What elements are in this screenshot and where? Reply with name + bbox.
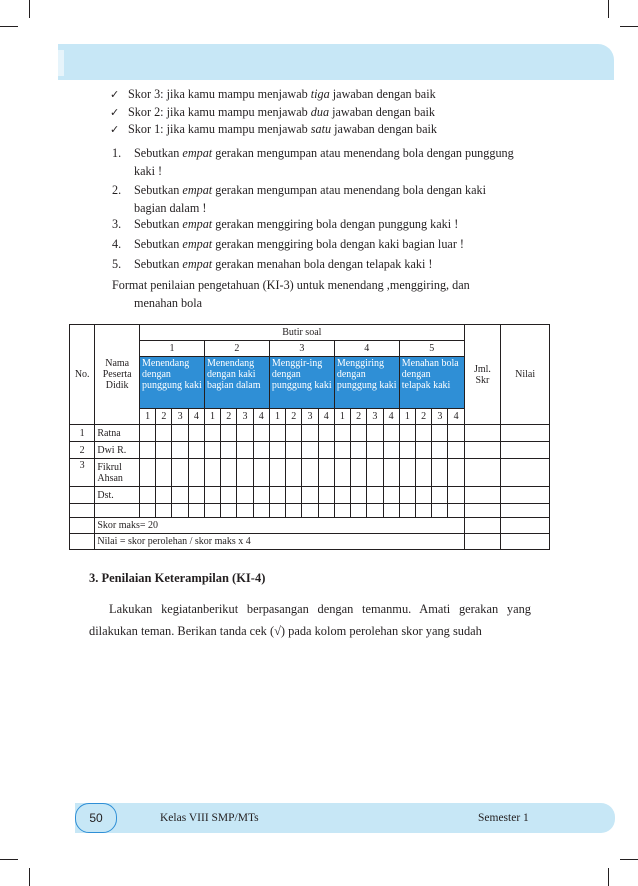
crop-mark — [0, 26, 18, 27]
group-number: 5 — [399, 341, 464, 357]
sub-col: 1 — [334, 409, 350, 425]
sub-col: 4 — [318, 409, 334, 425]
scoring-criteria — [110, 86, 437, 139]
sub-col: 2 — [156, 409, 172, 425]
sub-col: 4 — [448, 409, 464, 425]
no-header: No. — [70, 325, 95, 425]
sub-col: 4 — [383, 409, 399, 425]
table-row — [70, 504, 550, 518]
footer-band — [75, 803, 615, 833]
group-number: 1 — [140, 341, 205, 357]
question-item: 1. Sebutkan empat gerakan mengumpan atau menendang bola dengan punggung kaki ! — [112, 146, 514, 178]
group-description: Menendang dengan punggung kaki — [140, 357, 205, 409]
crop-mark — [608, 868, 609, 886]
question-item: 5. Sebutkan empat gerakan menahan bola dengan telapak kaki ! — [112, 257, 433, 271]
table-row: 1 Ratna — [70, 425, 550, 442]
semester-label: Semester 1 — [478, 812, 529, 824]
sub-col: 1 — [140, 409, 156, 425]
crop-mark — [29, 0, 30, 18]
table-row: Dst. — [70, 487, 550, 504]
sub-col: 4 — [188, 409, 204, 425]
question-item: 4. Sebutkan empat gerakan menggiring bola dengan kaki bagian luar ! — [112, 237, 464, 251]
skor-maks: Skor maks= 20 — [95, 518, 464, 534]
crop-mark — [29, 868, 30, 886]
scoring-item: ✓ Skor 2: jika kamu mampu menjawab dua jawaban dengan baik — [110, 104, 437, 122]
table-row: 3 Fikrul Ahsan — [70, 459, 550, 487]
sub-col: 2 — [221, 409, 237, 425]
group-description: Menggir-ing dengan punggung kaki — [269, 357, 334, 409]
group-number: 2 — [204, 341, 269, 357]
sub-col: 1 — [399, 409, 415, 425]
group-description: Menendang dengan kaki bagian dalam — [204, 357, 269, 409]
crop-mark — [620, 26, 638, 27]
section-heading: 3. Penilaian Keterampilan (KI-4) — [89, 571, 266, 585]
assessment-table — [69, 324, 550, 550]
page-number: 50 — [75, 803, 117, 833]
crop-mark — [620, 859, 638, 860]
check-icon: ✓ — [110, 123, 120, 136]
instruction-paragraph: Lakukan kegiatanberikut berpasangan dengan temanmu. Amati gerakan yang dilakukan teman. Berikan tanda cek (√) pada kolom perolehan skor yang sudah — [89, 602, 531, 638]
skor-maks-row — [70, 518, 550, 534]
sub-col: 3 — [302, 409, 318, 425]
book-title: Kelas VIII SMP/MTs — [160, 812, 259, 824]
question-item: 3. Sebutkan empat gerakan menggiring bola dengan punggung kaki ! — [112, 217, 459, 231]
crop-mark — [608, 0, 609, 18]
format-line: Format penilaian pengetahuan (KI-3) untuk menendang ,menggiring, dan menahan bola — [112, 278, 470, 310]
sub-col: 4 — [253, 409, 269, 425]
nilai-header: Nilai — [501, 325, 550, 425]
sub-col: 2 — [286, 409, 302, 425]
butir-soal-header: Butir soal — [140, 325, 465, 341]
sub-col: 3 — [237, 409, 253, 425]
jml-skor-header: Jml. Skr — [464, 325, 501, 425]
scoring-item: ✓ Skor 3: jika kamu mampu menjawab tiga jawaban dengan baik — [110, 86, 437, 104]
crop-mark — [0, 859, 18, 860]
sub-col: 3 — [172, 409, 188, 425]
sub-col: 1 — [269, 409, 285, 425]
check-icon: ✓ — [110, 105, 120, 119]
sub-col: 1 — [204, 409, 220, 425]
question-item: 2. Sebutkan empat gerakan mengumpan atau menendang bola dengan kaki bagian dalam ! — [112, 183, 486, 215]
group-number: 4 — [334, 341, 399, 357]
header-band — [58, 44, 614, 80]
scoring-item: ✓ Skor 1: jika kamu mampu menjawab satu jawaban dengan baik — [110, 121, 437, 139]
name-header: Nama Peserta Didik — [95, 325, 140, 425]
sub-col: 3 — [432, 409, 448, 425]
group-number: 3 — [269, 341, 334, 357]
sub-col: 2 — [351, 409, 367, 425]
nilai-formula: Nilai = skor perolehan / skor maks x 4 — [95, 534, 464, 550]
check-icon: ✓ — [110, 88, 120, 101]
group-description: Menggiring dengan punggung kaki — [334, 357, 399, 409]
sub-col: 2 — [415, 409, 431, 425]
group-description: Menahan bola dengan telapak kaki — [399, 357, 464, 409]
nilai-formula-row — [70, 534, 550, 550]
sub-col: 3 — [367, 409, 383, 425]
table-row: 2 Dwi R. — [70, 442, 550, 459]
